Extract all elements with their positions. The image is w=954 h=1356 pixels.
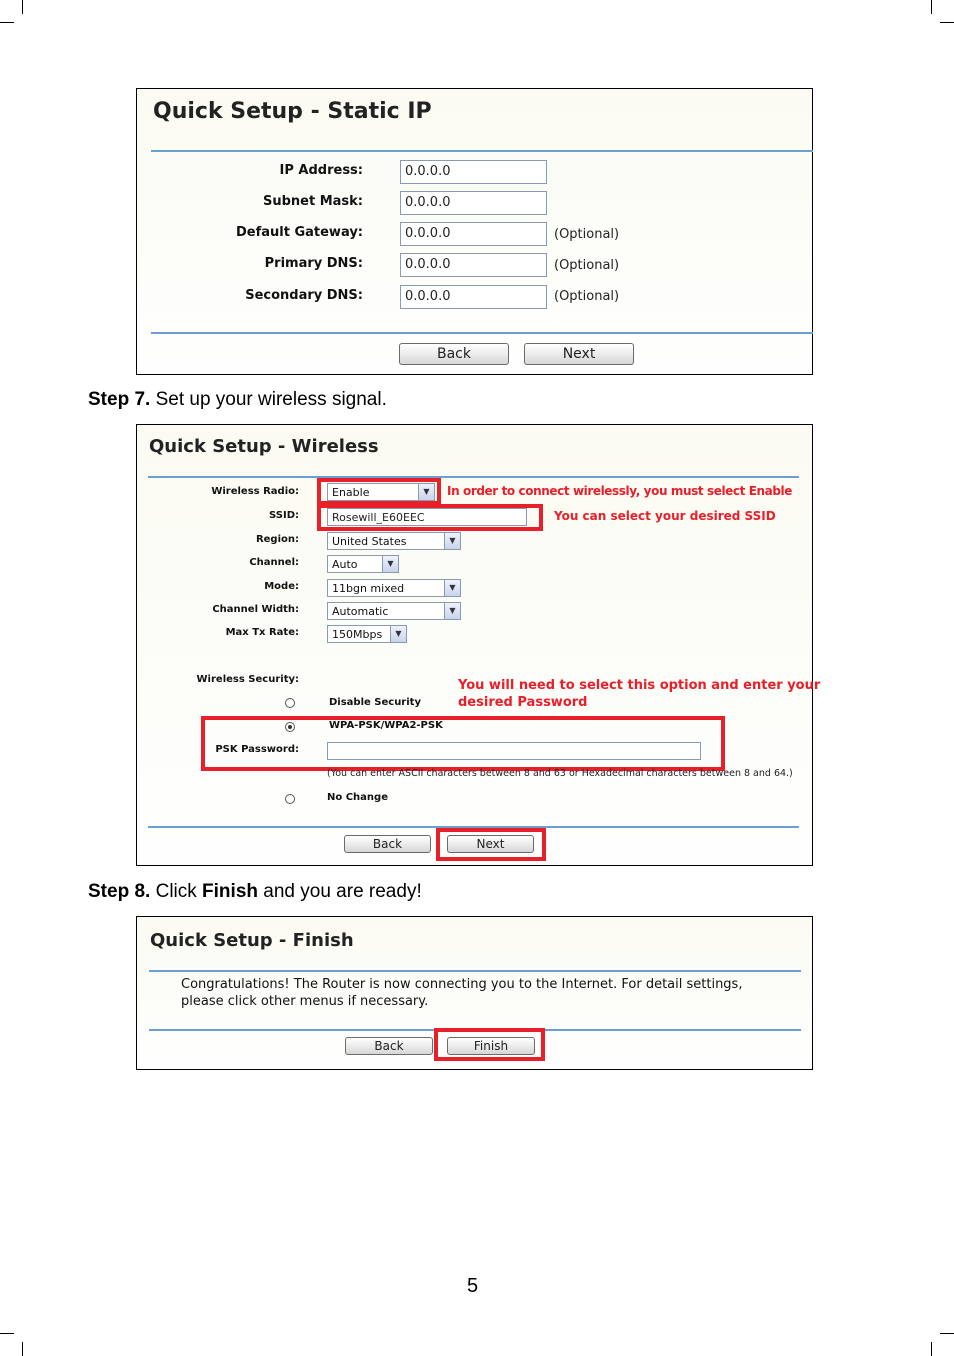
next-button[interactable]: Next [524,343,634,365]
default-gateway-optional: (Optional) [554,227,620,242]
step-8-instruction [88,881,422,903]
disable-security-label: Disable Security [329,697,421,708]
secondary-dns-optional: (Optional) [554,289,620,304]
psk-hint: (You can enter ASCII characters between 8 and 63 or Hexadecimal characters between 8 and 64.) [327,768,793,779]
secondary-dns-label: Secondary DNS: [245,288,363,303]
note-security-line-2: desired Password [458,695,588,710]
crop-mark [940,1333,954,1334]
chevron-down-icon: ▼ [444,603,460,619]
finish-message-line-1: Congratulations! The Router is now connecting you to the Internet. For detail settings, [181,977,743,992]
step-8-text-2: and you are ready! [258,881,422,902]
mode-value: 11bgn mixed [332,582,405,595]
note-ssid: You can select your desired SSID [554,509,776,523]
region-value: United States [332,535,407,548]
wireless-security-label: Wireless Security: [196,674,299,685]
disable-security-radio[interactable] [285,698,295,708]
highlight-next [436,828,546,861]
wireless-radio-value: Enable [332,486,370,499]
channel-select[interactable] [327,555,399,573]
default-gateway-label: Default Gateway: [235,225,363,240]
chevron-down-icon: ▼ [418,484,434,500]
finish-message-line-2: please click other menus if necessary. [181,994,429,1009]
chevron-down-icon: ▼ [382,556,398,572]
region-select[interactable] [327,532,461,550]
ip-address-input[interactable]: 0.0.0.0 [400,160,547,184]
chevron-down-icon: ▼ [390,626,406,642]
primary-dns-input[interactable]: 0.0.0.0 [400,253,547,277]
channel-label: Channel: [249,557,299,568]
chevron-down-icon: ▼ [444,533,460,549]
static-ip-top-divider [151,150,813,152]
crop-mark [0,1333,14,1334]
max-tx-rate-label: Max Tx Rate: [225,627,299,638]
highlight-wpa-psk [201,716,725,771]
page-number: 5 [467,1275,479,1297]
chevron-down-icon: ▼ [444,580,460,596]
back-button[interactable]: Back [344,835,431,853]
psk-password-label: PSK Password: [215,744,299,755]
subnet-mask-label: Subnet Mask: [262,194,363,209]
ssid-label: SSID: [269,510,299,521]
wireless-top-divider [148,476,799,478]
subnet-mask-input[interactable]: 0.0.0.0 [400,191,547,215]
note-enable: In order to connect wirelessly, you must select Enable [447,484,793,498]
ssid-input[interactable]: Rosewill_E60EEC [327,508,527,526]
channel-width-select[interactable] [327,602,461,620]
mode-select[interactable] [327,579,461,597]
no-change-radio[interactable] [285,794,295,804]
primary-dns-label: Primary DNS: [264,256,363,271]
next-button[interactable]: Next [447,835,534,853]
step-7-text: Set up your wireless signal. [150,389,387,410]
secondary-dns-input[interactable]: 0.0.0.0 [400,285,547,309]
crop-mark [931,0,932,14]
primary-dns-optional: (Optional) [554,258,620,273]
crop-mark [22,1342,23,1356]
step-8-bold: Finish [202,881,258,902]
channel-width-label: Channel Width: [212,604,299,615]
back-button[interactable]: Back [345,1037,433,1055]
step-7-label: Step 7. [88,389,151,410]
default-gateway-input[interactable]: 0.0.0.0 [400,222,547,246]
static-ip-panel [136,88,813,375]
highlight-ssid [317,504,543,531]
static-ip-bottom-divider [151,332,813,334]
crop-mark [940,22,954,23]
wpa-psk-label: WPA-PSK/WPA2-PSK [329,720,443,731]
step-8-label: Step 8. [88,881,151,902]
wireless-radio-label: Wireless Radio: [211,486,299,497]
finish-top-divider [149,970,801,972]
no-change-label: No Change [327,792,388,803]
crop-mark [931,1342,932,1356]
wireless-title: Quick Setup - Wireless [149,436,379,457]
finish-button[interactable]: Finish [447,1037,535,1055]
ip-address-label: IP Address: [279,163,363,178]
region-label: Region: [255,534,299,545]
channel-value: Auto [332,558,358,571]
wireless-panel [136,424,821,866]
finish-panel [136,916,813,1070]
max-tx-rate-value: 150Mbps [332,628,383,641]
highlight-wireless-radio [317,478,441,505]
static-ip-title: Quick Setup - Static IP [153,99,432,124]
crop-mark [0,22,14,23]
crop-mark [22,0,23,14]
max-tx-rate-select[interactable] [327,625,407,643]
finish-title: Quick Setup - Finish [150,930,354,951]
step-8-text-1: Click [150,881,203,902]
channel-width-value: Automatic [332,605,389,618]
note-security-line-1: You will need to select this option and enter your [458,678,821,693]
highlight-finish [434,1028,545,1061]
step-7-instruction [88,389,387,411]
back-button[interactable]: Back [399,343,509,365]
mode-label: Mode: [264,581,299,592]
